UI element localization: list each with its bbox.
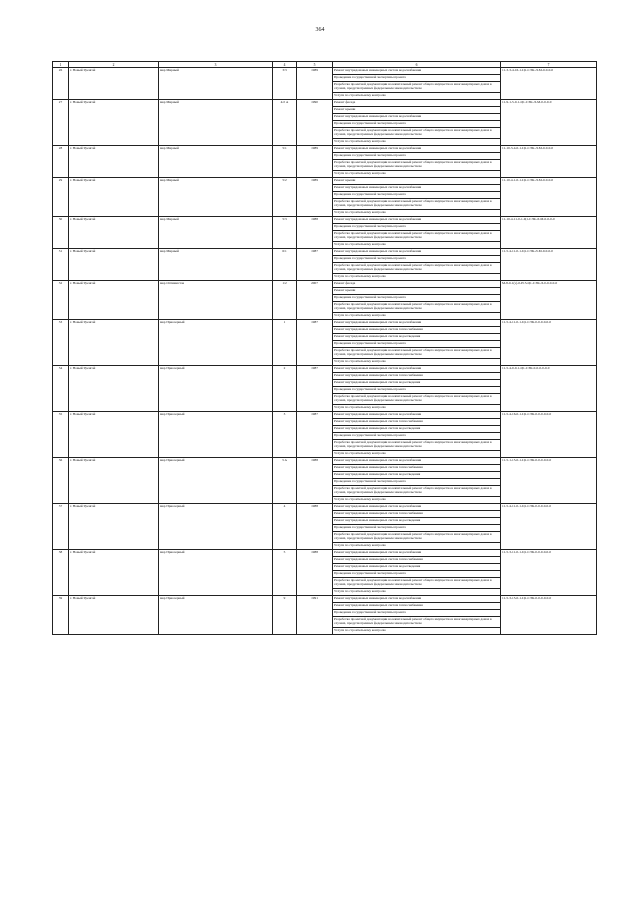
year-cell: 1989	[297, 146, 333, 178]
district-cell: мкр Мирный	[159, 146, 273, 178]
city-cell: г. Новый Уренгой	[69, 146, 159, 178]
work-type-cell: Ремонт внутридомовых инженерных систем теплоснабжения	[333, 557, 501, 564]
work-type-cell: Ремонт фасада	[333, 100, 501, 107]
work-type-cell: Проведение государственной экспертизы проекта	[333, 341, 501, 348]
year-cell: 1988	[297, 217, 333, 249]
code-cell: 11-3-3-4-16-1-Ц1-СЭК-Л-М-0-0-0-0	[501, 68, 597, 100]
work-type-cell: Ремонт фасада	[333, 281, 501, 288]
row-number: 30	[53, 217, 69, 249]
work-type-cell: Услуги по строительному контролю	[333, 274, 501, 281]
city-cell: г. Новый Уренгой	[69, 458, 159, 504]
year-cell: 1988	[297, 550, 333, 596]
column-number: 1	[53, 62, 69, 68]
work-type-cell: Проведение государственной экспертизы проекта	[333, 153, 501, 160]
table-row	[53, 550, 597, 557]
work-type-cell: Проведение государственной экспертизы проекта	[333, 433, 501, 440]
work-type-cell: Проведение государственной экспертизы проекта	[333, 610, 501, 617]
work-type-cell: Ремонт внутридомовых инженерных систем водоснабжения	[333, 412, 501, 419]
house-number-cell: 9	[273, 596, 297, 635]
table-row	[53, 100, 597, 107]
work-type-cell: Ремонт внутридомовых инженерных систем водоснабжения	[333, 114, 501, 121]
district-cell: мкр Приозерный	[159, 504, 273, 550]
row-number: 34	[53, 366, 69, 412]
work-type-cell: Ремонт внутридомовых инженерных систем водоснабжения	[333, 458, 501, 465]
city-cell: г. Новый Уренгой	[69, 281, 159, 320]
work-type-cell: Разработка проектной документации на капитальный ремонт общего имущества в многоквартирных домах в случаях, предусмотренных федеральным законодательством	[333, 348, 501, 359]
work-type-cell: Ремонт внутридомовых инженерных систем теплоснабжения	[333, 327, 501, 334]
work-type-cell: Ремонт внутридомовых инженерных систем водоснабжения	[333, 550, 501, 557]
work-type-cell: Проведение государственной экспертизы проекта	[333, 479, 501, 486]
work-type-cell: Ремонт внутридомовых инженерных систем водоотведения	[333, 334, 501, 341]
table-row	[53, 146, 597, 153]
house-number-cell: 2	[273, 366, 297, 412]
column-number: 6	[333, 62, 501, 68]
work-type-cell: Ремонт крыши	[333, 288, 501, 295]
district-cell: мкр Приозерный	[159, 596, 273, 635]
year-cell: 1990	[297, 100, 333, 146]
row-number: 28	[53, 146, 69, 178]
work-type-cell: Ремонт крыши	[333, 178, 501, 185]
work-type-cell: Услуги по строительному контролю	[333, 628, 501, 635]
row-number: 31	[53, 249, 69, 281]
work-type-cell: Услуги по строительному контролю	[333, 242, 501, 249]
table-row	[53, 178, 597, 185]
work-type-cell: Ремонт внутридомовых инженерных систем теплоснабжения	[333, 465, 501, 472]
work-type-cell: Проведение государственной экспертизы проекта	[333, 387, 501, 394]
column-number: 7	[501, 62, 597, 68]
work-type-cell: Ремонт внутридомовых инженерных систем водоснабжения	[333, 68, 501, 75]
house-number-cell: 5	[273, 550, 297, 596]
work-type-cell: Ремонт внутридомовых инженерных систем водоотведения	[333, 518, 501, 525]
house-number-cell: 5/1	[273, 146, 297, 178]
work-type-cell: Ремонт внутридомовых инженерных систем водоотведения	[333, 426, 501, 433]
house-number-cell: 3	[273, 412, 297, 458]
work-type-cell: Проведение государственной экспертизы проекта	[333, 224, 501, 231]
code-cell: 11-10-4-1-0-1-Ц1-СЭК-Л-М-0-0-0-0	[501, 178, 597, 217]
district-cell: мкр Мирный	[159, 178, 273, 217]
work-type-cell: Ремонт внутридомовых инженерных систем водоотведения	[333, 472, 501, 479]
work-type-cell: Услуги по строительному контролю	[333, 359, 501, 366]
city-cell: г. Новый Уренгой	[69, 412, 159, 458]
code-cell: М-8-0-1(э)-0-Р13-Ц1-СЭК-Л-0-0-0-0-0	[501, 281, 597, 320]
row-number: 32	[53, 281, 69, 320]
table-row	[53, 320, 597, 327]
city-cell: г. Новый Уренгой	[69, 100, 159, 146]
row-number: 37	[53, 504, 69, 550]
year-cell: 1988	[297, 504, 333, 550]
district-cell: мкр Приозерный	[159, 320, 273, 366]
house-number-cell: 3 А	[273, 458, 297, 504]
work-type-cell: Ремонт внутридомовых инженерных систем теплоснабжения	[333, 419, 501, 426]
work-type-cell: Ремонт внутридомовых инженерных систем водоснабжения	[333, 596, 501, 603]
row-number: 39	[53, 596, 69, 635]
work-type-cell: Ремонт внутридомовых инженерных систем водоснабжения	[333, 366, 501, 373]
work-type-cell: Услуги по строительному контролю	[333, 543, 501, 550]
code-cell: 11-5-4-11-0-1-Ц1-СЭК-0-0-0-0-0-0	[501, 504, 597, 550]
work-type-cell: Ремонт внутридомовых инженерных систем водоснабжения	[333, 320, 501, 327]
row-number: 29	[53, 178, 69, 217]
work-type-cell: Ремонт внутридомовых инженерных систем водоотведения	[333, 564, 501, 571]
work-type-cell: Разработка проектной документации на капитальный ремонт общего имущества в многоквартирных домах в случаях, предусмотренных федеральным законодательством	[333, 394, 501, 405]
column-number: 5	[297, 62, 333, 68]
table-row	[53, 458, 597, 465]
year-cell: 1987	[297, 412, 333, 458]
table-row	[53, 596, 597, 603]
house-number-cell: 3/3	[273, 68, 297, 100]
code-cell: 11-5-4-16-0-1-Ц1-СЭК-0-0-0-0-0-0	[501, 412, 597, 458]
work-type-cell: Ремонт внутридомовых инженерных систем теплоснабжения	[333, 373, 501, 380]
house-number-cell: 1/2	[273, 281, 297, 320]
row-number: 27	[53, 100, 69, 146]
table-row	[53, 412, 597, 419]
table-row	[53, 249, 597, 256]
table-row	[53, 281, 597, 288]
page-number: 364	[315, 27, 325, 33]
work-type-cell: Услуги по строительному контролю	[333, 405, 501, 412]
work-type-cell: Услуги по строительному контролю	[333, 93, 501, 100]
year-cell: 2007	[297, 281, 333, 320]
row-number: 26	[53, 68, 69, 100]
code-cell: 11-5-1-15-0-1-Ц1-СЭК-0-0-0-0-0-0	[501, 458, 597, 504]
work-type-cell: Разработка проектной документации на капитальный ремонт общего имущества в многоквартирных домах в случаях, предусмотренных федеральным законодательством	[333, 128, 501, 139]
code-cell: 11-5-3-11-0-1-Ц1-СЭК-0-0-0-0-0-0	[501, 550, 597, 596]
work-type-cell: Проведение государственной экспертизы проекта	[333, 295, 501, 302]
year-cell: 1987	[297, 366, 333, 412]
work-type-cell: Ремонт внутридомовых инженерных систем водоснабжения	[333, 146, 501, 153]
district-cell: мкр Приозерный	[159, 366, 273, 412]
house-number-cell: 5/2	[273, 178, 297, 217]
work-type-cell: Разработка проектной документации на капитальный ремонт общего имущества в многоквартирных домах в случаях, предусмотренных федеральным законодательством	[333, 440, 501, 451]
district-cell: мкр Оптимистов	[159, 281, 273, 320]
work-type-cell: Ремонт внутридомовых инженерных систем теплоснабжения	[333, 603, 501, 610]
house-number-cell: 6/1	[273, 249, 297, 281]
work-type-cell: Услуги по строительному контролю	[333, 171, 501, 178]
work-type-cell: Ремонт внутридомовых инженерных систем водоснабжения	[333, 249, 501, 256]
work-type-cell: Услуги по строительному контролю	[333, 313, 501, 320]
work-type-cell: Разработка проектной документации на капитальный ремонт общего имущества в многоквартирных домах в случаях, предусмотренных федеральным законодательством	[333, 263, 501, 274]
district-cell: мкр Мирный	[159, 100, 273, 146]
city-cell: г. Новый Уренгой	[69, 320, 159, 366]
city-cell: г. Новый Уренгой	[69, 596, 159, 635]
code-cell: 11-10-4-11-0-1-Ц1-СЭК-Л-М-0-0-0-0	[501, 217, 597, 249]
work-type-cell: Разработка проектной документации на капитальный ремонт общего имущества в многоквартирных домах в случаях, предусмотренных федеральным законодательством	[333, 578, 501, 589]
code-cell: 11-9-1-5-0-1-Ц1-СЭК-Л-М-0-0-0-0	[501, 100, 597, 146]
work-type-cell: Проведение государственной экспертизы проекта	[333, 571, 501, 578]
table-row	[53, 504, 597, 511]
row-number: 38	[53, 550, 69, 596]
work-type-cell: Ремонт внутридомовых инженерных систем водоснабжения	[333, 185, 501, 192]
work-type-cell: Проведение государственной экспертизы проекта	[333, 75, 501, 82]
work-type-cell: Услуги по строительному контролю	[333, 210, 501, 217]
work-type-cell: Проведение государственной экспертизы проекта	[333, 256, 501, 263]
house-number-cell: 4	[273, 504, 297, 550]
work-type-cell: Разработка проектной документации на капитальный ремонт общего имущества в многоквартирных домах в случаях, предусмотренных федеральным законодательством	[333, 302, 501, 313]
district-cell: мкр Приозерный	[159, 412, 273, 458]
city-cell: г. Новый Уренгой	[69, 550, 159, 596]
district-cell: мкр Приозерный	[159, 458, 273, 504]
work-type-cell: Разработка проектной документации на капитальный ремонт общего имущества в многоквартирных домах в случаях, предусмотренных федеральным законодательством	[333, 231, 501, 242]
city-cell: г. Новый Уренгой	[69, 178, 159, 217]
city-cell: г. Новый Уренгой	[69, 504, 159, 550]
year-cell: 1989	[297, 178, 333, 217]
house-number-cell: 4/2 А	[273, 100, 297, 146]
work-type-cell: Разработка проектной документации на капитальный ремонт общего имущества в многоквартирных домах в случаях, предусмотренных федеральным законодательством	[333, 82, 501, 93]
code-cell: 11-5-4-11-0-1-Ц1-СЭК-0-0-0-0-0-0	[501, 320, 597, 366]
district-cell: мкр Мирный	[159, 249, 273, 281]
work-type-cell: Ремонт внутридомовых инженерных систем теплоснабжения	[333, 511, 501, 518]
work-type-cell: Проведение государственной экспертизы проекта	[333, 192, 501, 199]
table-row	[53, 217, 597, 224]
code-cell: 11-5-4-0-0-1-Ц1-СЭК-0-0-0-0-0-0	[501, 366, 597, 412]
work-type-cell: Разработка проектной документации на капитальный ремонт общего имущества в многоквартирных домах в случаях, предусмотренных федеральным законодательством	[333, 532, 501, 543]
work-type-cell: Услуги по строительному контролю	[333, 139, 501, 146]
year-cell: 1991	[297, 596, 333, 635]
work-type-cell: Ремонт крыши	[333, 107, 501, 114]
row-number: 36	[53, 458, 69, 504]
row-number: 35	[53, 412, 69, 458]
year-cell: 1988	[297, 458, 333, 504]
work-type-cell: Услуги по строительному контролю	[333, 589, 501, 596]
column-number: 2	[69, 62, 159, 68]
year-cell: 1987	[297, 320, 333, 366]
work-type-cell: Ремонт внутридомовых инженерных систем водоотведения	[333, 380, 501, 387]
table-row	[53, 366, 597, 373]
row-number: 33	[53, 320, 69, 366]
work-type-cell: Проведение государственной экспертизы проекта	[333, 525, 501, 532]
work-type-cell: Услуги по строительному контролю	[333, 451, 501, 458]
district-cell: мкр Приозерный	[159, 550, 273, 596]
work-type-cell: Разработка проектной документации на капитальный ремонт общего имущества в многоквартирных домах в случаях, предусмотренных федеральным законодательством	[333, 486, 501, 497]
table-row	[53, 68, 597, 75]
house-number-cell: 1	[273, 320, 297, 366]
capital-repair-table	[52, 61, 597, 635]
work-type-cell: Разработка проектной документации на капитальный ремонт общего имущества в многоквартирных домах в случаях, предусмотренных федеральным законодательством	[333, 160, 501, 171]
code-cell: 11-5-4-11-0-1-Ц1-СЭК-Л-М-0-0-0-0	[501, 249, 597, 281]
column-number: 3	[159, 62, 273, 68]
year-cell: 1989	[297, 68, 333, 100]
work-type-cell: Разработка проектной документации на капитальный ремонт общего имущества в многоквартирных домах в случаях, предусмотренных федеральным законодательством	[333, 199, 501, 210]
column-number: 4	[273, 62, 297, 68]
code-cell: 11-10-3-4-0-1-Ц1-СЭК-Л-М-0-0-0-0	[501, 146, 597, 178]
code-cell: 11-5-3-15-0-1-Ц1-СЭК-0-0-0-0-0-0	[501, 596, 597, 635]
city-cell: г. Новый Уренгой	[69, 68, 159, 100]
year-cell: 1987	[297, 249, 333, 281]
work-type-cell: Ремонт внутридомовых инженерных систем водоснабжения	[333, 217, 501, 224]
district-cell: мкр Мирный	[159, 217, 273, 249]
district-cell: мкр Мирный	[159, 68, 273, 100]
work-type-cell: Проведение государственной экспертизы проекта	[333, 121, 501, 128]
city-cell: г. Новый Уренгой	[69, 217, 159, 249]
city-cell: г. Новый Уренгой	[69, 249, 159, 281]
work-type-cell: Разработка проектной документации на капитальный ремонт общего имущества в многоквартирных домах в случаях, предусмотренных федеральным законодательством	[333, 617, 501, 628]
house-number-cell: 5/3	[273, 217, 297, 249]
work-type-cell: Ремонт внутридомовых инженерных систем водоснабжения	[333, 504, 501, 511]
work-type-cell: Услуги по строительному контролю	[333, 497, 501, 504]
city-cell: г. Новый Уренгой	[69, 366, 159, 412]
